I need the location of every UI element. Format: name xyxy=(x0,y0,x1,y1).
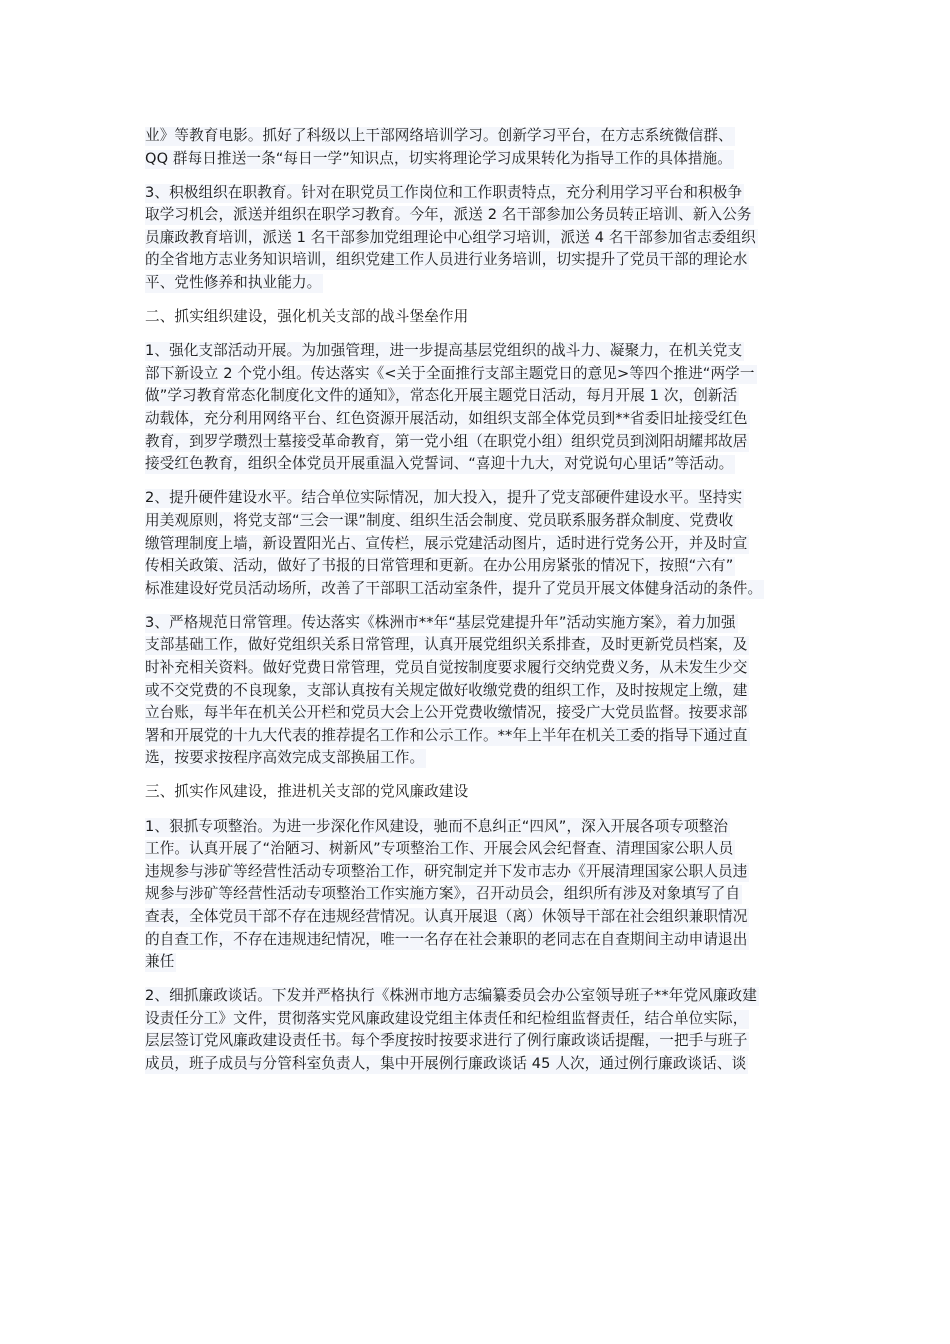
text-line: 动载体，充分利用网络平台、红色资源开展活动，如组织支部全体党员到**省委旧址接受红色 xyxy=(145,408,750,431)
text-line: 违规参与涉矿等经营性活动专项整治工作，研究制定并下发市志办《开展清理国家公职人员违 xyxy=(145,861,749,884)
body-paragraph xyxy=(145,985,815,1075)
text-line: QQ 群每日推送一条“每日一学”知识点，切实将理论学习成果转化为指导工作的具体措施。 xyxy=(145,148,734,171)
text-line: 平、党性修养和执业能力。 xyxy=(145,272,323,295)
document-body xyxy=(145,125,815,1087)
text-line: 教育，到罗学瓒烈士墓接受革命教育，第一党小组（在职党小组）组织党员到浏阳胡耀邦故居 xyxy=(145,431,749,454)
body-paragraph xyxy=(145,816,815,974)
text-line: 立台账，每半年在机关公开栏和党员大会上公开党费收缴情况，接受广大党员监督。按要求部 xyxy=(145,702,749,725)
text-line: 支部基础工作，做好党组织关系日常管理，认真开展党组织关系排查，及时更新党员档案，及 xyxy=(145,634,749,657)
text-line: 时补充相关资料。做好党费日常管理，党员自觉按制度要求履行交纳党费义务，从未发生少交 xyxy=(145,657,749,680)
text-line: 或不交党费的不良现象，支部认真按有关规定做好收缴党费的组织工作，及时按规定上缴，建 xyxy=(145,680,749,703)
text-line: 员廉政教育培训，派送 1 名干部参加党组理论中心组学习培训，派送 4 名干部参加省志委组织 xyxy=(145,227,758,250)
text-line: 标准建设好党员活动场所，改善了干部职工活动室条件，提升了党员开展文体健身活动的条件。 xyxy=(145,578,764,601)
text-line: 传相关政策、活动，做好了书报的日常管理和更新。在办公用房紧张的情况下，按照“六有” xyxy=(145,555,735,578)
text-line: 选，按要求按程序高效完成支部换届工作。 xyxy=(145,747,426,770)
body-paragraph xyxy=(145,487,815,600)
body-paragraph xyxy=(145,125,815,170)
text-line: 2、提升硬件建设水平。结合单位实际情况，加大投入，提升了党支部硬件建设水平。坚持实 xyxy=(145,487,744,510)
text-line: 2、细抓廉政谈话。下发并严格执行《株洲市地方志编纂委员会办公室领导班子**年党风廉政建 xyxy=(145,985,759,1008)
text-line: 接受红色教育，组织全体党员开展重温入党誓词、“喜迎十九大，对党说句心里话”等活动。 xyxy=(145,453,735,476)
text-line: 的全省地方志业务知识培训，组织党建工作人员进行业务培训，切实提升了党员干部的理论水 xyxy=(145,249,749,272)
text-line: 做”学习教育常态化制度化文件的通知》，常态化开展主题党日活动，每月开展 1 次，创新活 xyxy=(145,385,739,408)
text-line: 工作。认真开展了“治陋习、树新风”专项整治工作、开展会风会纪督查、清理国家公职人员 xyxy=(145,838,735,861)
text-line: 层层签订党风廉政建设责任书。每个季度按时按要求进行了例行廉政谈话提醒，一把手与班子 xyxy=(145,1030,749,1053)
text-line: 规参与涉矿等经营性活动专项整治工作实施方案》，召开动员会，组织所有涉及对象填写了自 xyxy=(145,883,742,906)
text-line: 的自查工作，不存在违规违纪情况，唯一一名存在社会兼职的老同志在自查期间主动申请退出 xyxy=(145,929,749,952)
text-line: 缴管理制度上墙，新设置阳光占、宣传栏，展示党建活动图片，适时进行党务公开，并及时宣 xyxy=(145,533,749,556)
text-line: 兼任 xyxy=(145,951,176,974)
body-paragraph xyxy=(145,612,815,770)
text-line: 用美观原则，将党支部“三会一课”制度、组织生活会制度、党员联系服务群众制度、党费收 xyxy=(145,510,735,533)
body-paragraph xyxy=(145,182,815,295)
text-line: 成员，班子成员与分管科室负责人，集中开展例行廉政谈话 45 人次，通过例行廉政谈话、谈 xyxy=(145,1053,748,1076)
text-line: 3、积极组织在职教育。针对在职党员工作岗位和工作职责特点，充分利用学习平台和积极争 xyxy=(145,182,744,205)
text-line: 1、狠抓专项整治。为进一步深化作风建设，驰而不息纠正“四风”，深入开展各项专项整治 xyxy=(145,816,730,839)
text-line: 3、严格规范日常管理。传达落实《株洲市**年“基层党建提升年”活动实施方案》，着力加强 xyxy=(145,612,738,635)
text-line: 业》等教育电影。抓好了科级以上干部网络培训学习。创新学习平台，在方志系统微信群、 xyxy=(145,125,735,148)
text-line: 二、抓实组织建设，强化机关支部的战斗堡垒作用 xyxy=(145,308,469,326)
text-line: 署和开展党的十九大代表的推荐提名工作和公示工作。**年上半年在机关工委的指导下通过直 xyxy=(145,725,750,748)
text-line: 三、抓实作风建设，推进机关支部的党风廉政建设 xyxy=(145,783,469,801)
text-line: 部下新设立 2 个党小组。传达落实《<关于全面推行支部主题党日的意见>等四个推进“两学一 xyxy=(145,363,757,386)
text-line: 1、强化支部活动开展。为加强管理，进一步提高基层党组织的战斗力、凝聚力，在机关党支 xyxy=(145,340,744,363)
section-heading xyxy=(145,781,815,804)
section-heading xyxy=(145,306,815,329)
text-line: 查表，全体党员干部不存在违规经营情况。认真开展退（离）休领导干部在社会组织兼职情况 xyxy=(145,906,749,929)
body-paragraph xyxy=(145,340,815,476)
text-line: 取学习机会，派送并组织在职学习教育。今年，派送 2 名干部参加公务员转正培训、新入公务 xyxy=(145,204,754,227)
text-line: 设责任分工》文件，贯彻落实党风廉政建设党组主体责任和纪检组监督责任，结合单位实际， xyxy=(145,1008,749,1031)
